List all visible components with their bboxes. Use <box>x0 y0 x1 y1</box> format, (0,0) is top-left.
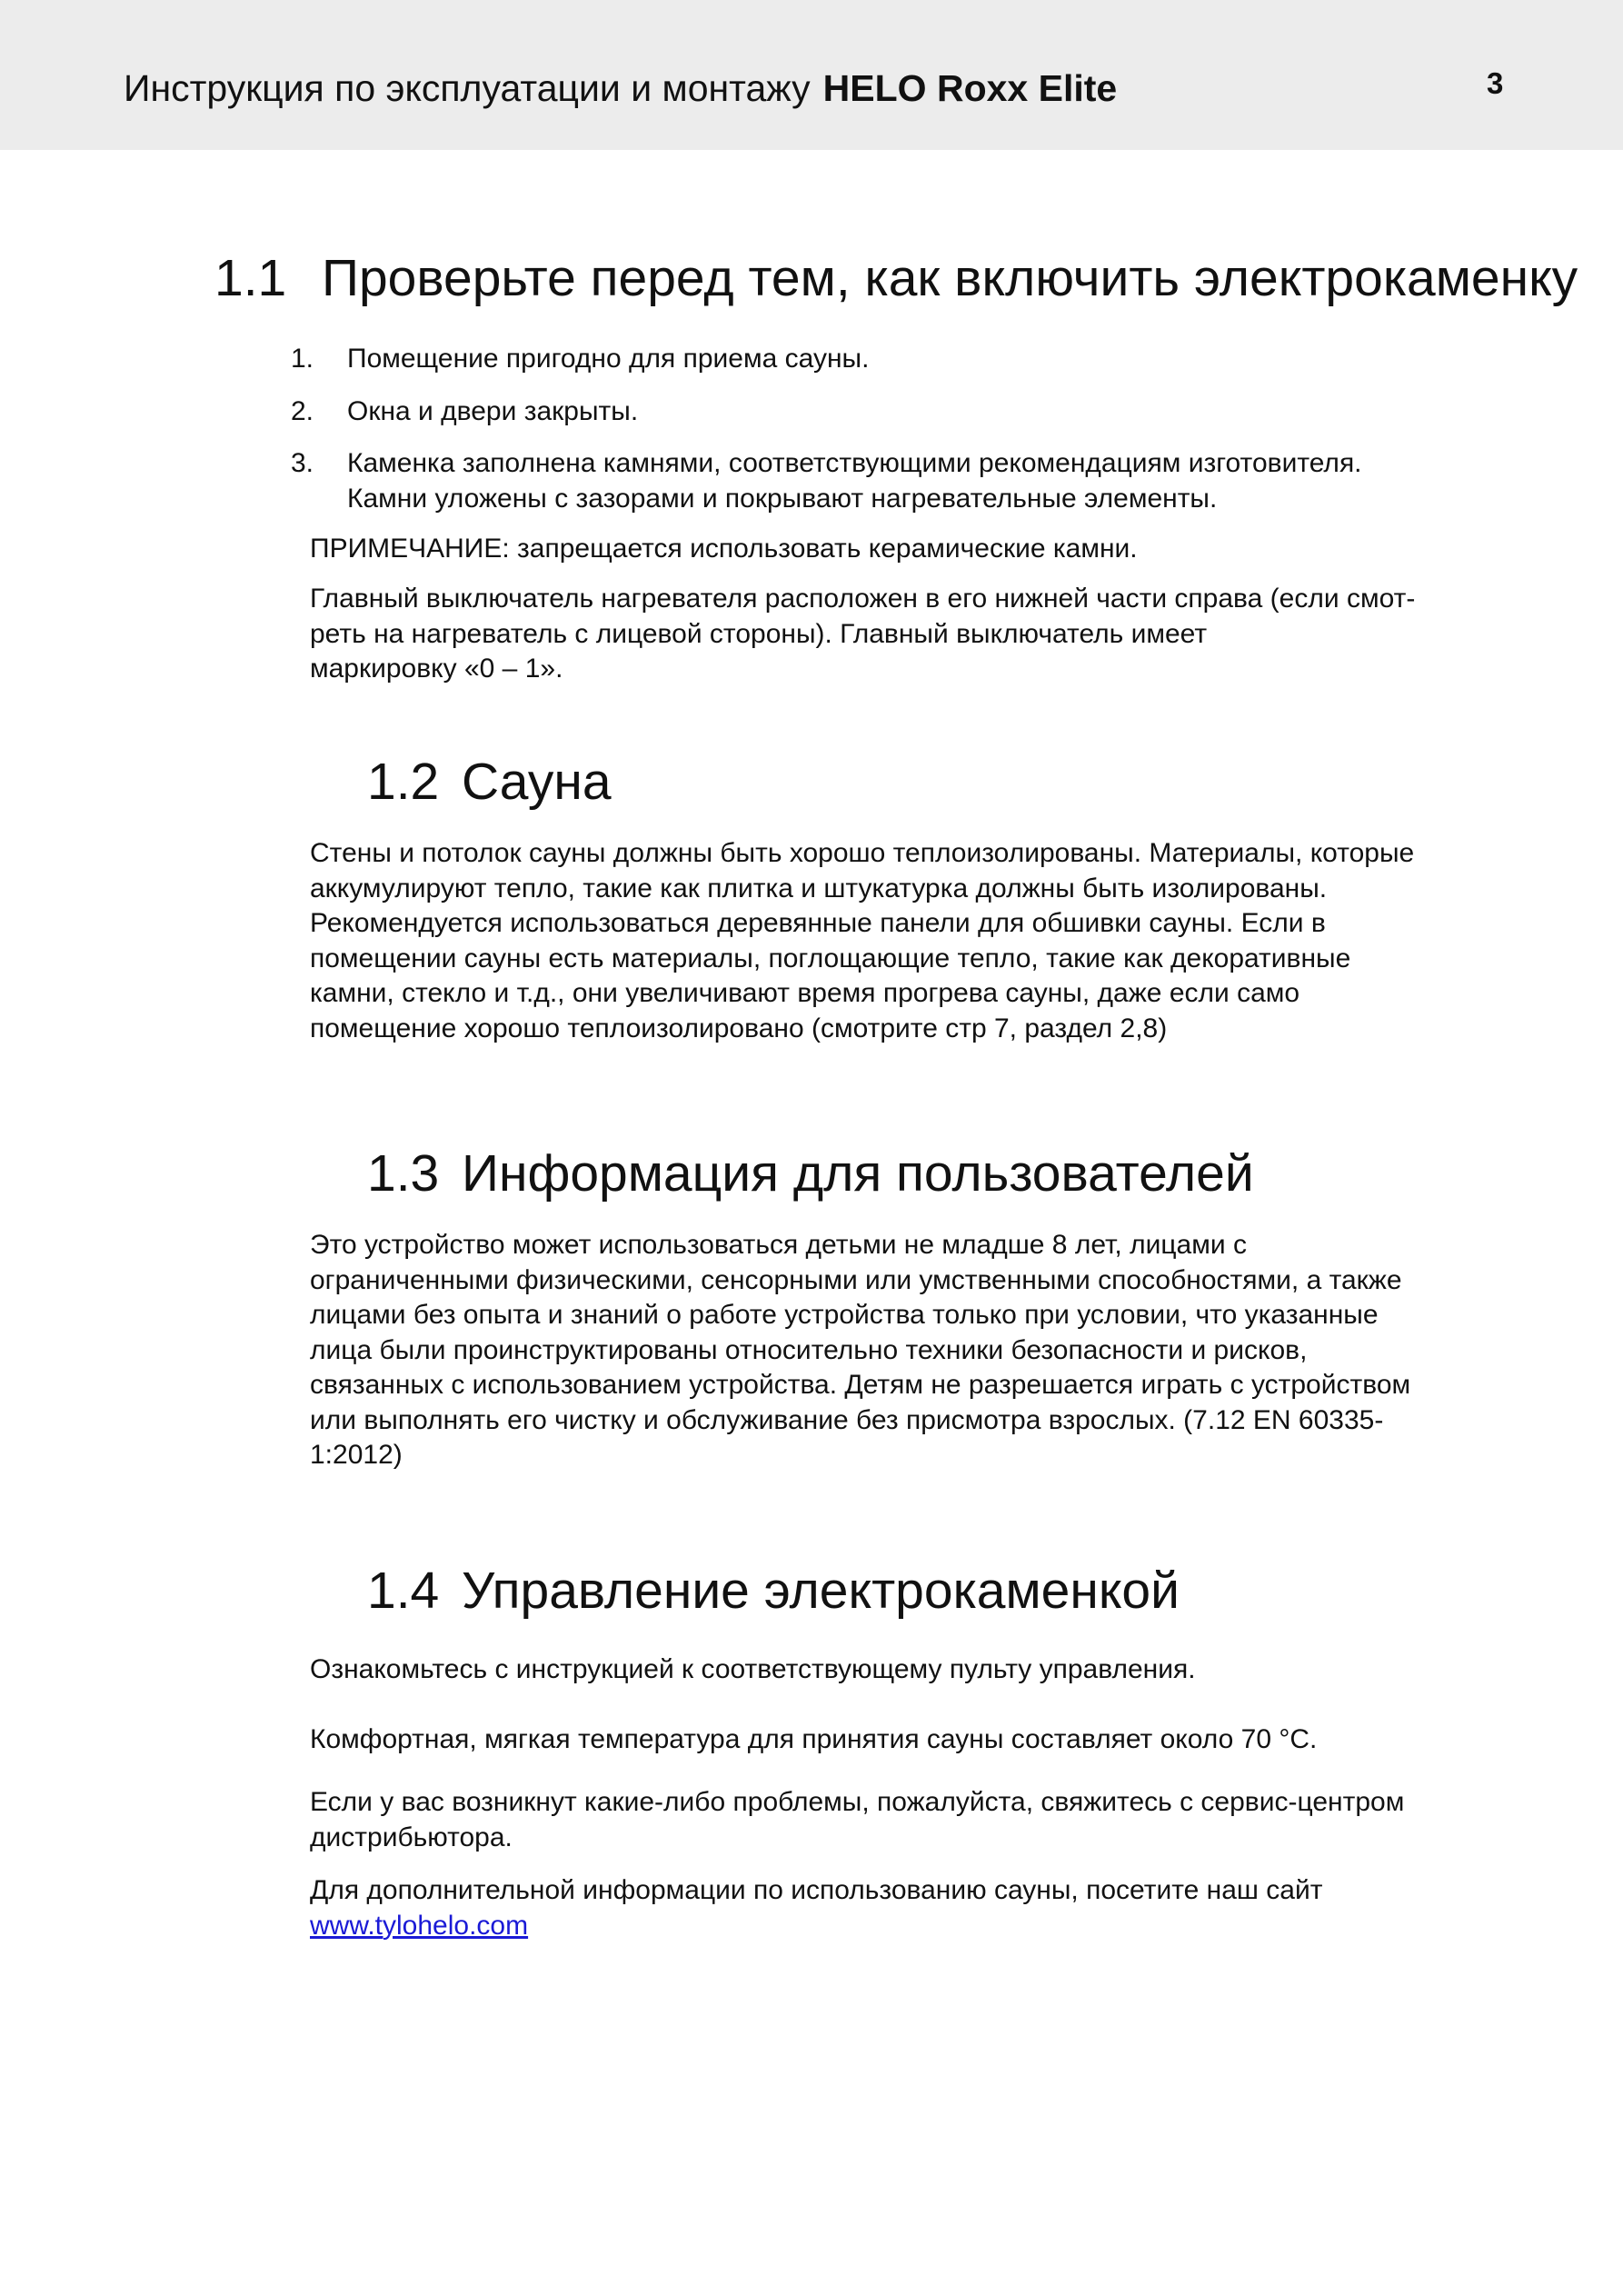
paragraph-line: помещении сауны есть материалы, поглощающие тепло, такие как декоративные <box>310 943 1351 973</box>
section-title: Проверьте перед тем, как включить электрокаменку <box>322 249 1578 307</box>
paragraph-line: дистрибьютора. <box>310 1822 513 1852</box>
website-paragraph <box>310 1873 1322 1943</box>
section-title: Управление электрокаменкой <box>462 1562 1180 1620</box>
service-paragraph <box>310 1785 1404 1855</box>
list-item-text: Окна и двери закрыты. <box>347 395 639 426</box>
list-item-line: Камни уложены с зазорами и покрывают нагревательные элементы. <box>347 483 1218 514</box>
paragraph-line: Главный выключатель нагревателя расположен в его нижней части справа (если смот- <box>310 584 1416 614</box>
section-number: 1.3 <box>367 1144 440 1203</box>
paragraph-line: маркировку «0 – 1». <box>310 654 563 684</box>
list-item-number: 3. <box>291 448 314 478</box>
paragraph-line: лица были проинструктированы относительно техники безопасности и рисков, <box>310 1334 1308 1365</box>
paragraph-line: помещение хорошо теплоизолировано (смотрите стр 7, раздел 2,8) <box>310 1013 1168 1043</box>
temperature-text: Комфортная, мягкая температура для принятия сауны составляет около 70 °C. <box>310 1724 1318 1754</box>
paragraph-line: реть на нагреватель с лицевой стороны). Главный выключатель имеет <box>310 618 1208 649</box>
list-item <box>291 342 1563 377</box>
list-item <box>291 394 1563 430</box>
section-1-3-heading <box>367 1143 1254 1204</box>
website-link[interactable]: www.tylohelo.com <box>310 1910 529 1941</box>
section-1-4-heading <box>367 1560 1180 1622</box>
list-item-number: 2. <box>291 395 314 426</box>
sauna-paragraph <box>310 836 1414 1046</box>
section-number: 1.4 <box>367 1562 440 1620</box>
document-title <box>124 64 1117 113</box>
section-1-1-heading <box>214 247 1578 309</box>
paragraph-line: Рекомендуется использоваться деревянные панели для обшивки сауны. Если в <box>310 908 1326 938</box>
checklist <box>291 342 1563 534</box>
list-item <box>291 446 1563 516</box>
list-item-text <box>347 446 1563 516</box>
paragraph-line: аккумулируют тепло, такие как плитка и штукатурка должны быть изолированы. <box>310 873 1328 903</box>
paragraph-line: Для дополнительной информации по использованию сауны, посетите наш сайт <box>310 1875 1323 1905</box>
paragraph-line: или выполнять его чистку и обслуживание без присмотра взрослых. (7.12 EN 60335- <box>310 1404 1384 1435</box>
note-text: ПРИМЕЧАНИЕ: запрещается использовать керамические камни. <box>310 534 1138 564</box>
paragraph-line: 1:2012) <box>310 1440 403 1470</box>
section-title: Информация для пользователей <box>462 1144 1254 1203</box>
section-title: Сауна <box>462 753 612 811</box>
paragraph-line: связанных с использованием устройства. Детям не разрешается играть с устройством <box>310 1370 1411 1400</box>
paragraph-line: Это устройство может использоваться детьми не младше 8 лет, лицами с <box>310 1230 1247 1260</box>
main-switch-paragraph <box>310 582 1415 687</box>
document-title-text: Инструкция по эксплуатации и монтажу <box>124 67 811 109</box>
paragraph-line: ограниченными физическими, сенсорными или умственными способностями, а также <box>310 1264 1402 1295</box>
list-item-text: Помещение пригодно для приема сауны. <box>347 344 870 374</box>
section-number: 1.2 <box>367 753 440 811</box>
list-item-line: Каменка заполнена камнями, соответствующими рекомендациям изготовителя. <box>347 448 1362 478</box>
section-1-2-heading <box>367 751 612 813</box>
control-panel-text: Ознакомьтесь с инструкцией к соответствующему пульту управления. <box>310 1654 1196 1684</box>
product-name: HELO Roxx Elite <box>822 67 1118 109</box>
list-item-number: 1. <box>291 344 314 374</box>
paragraph-line: Если у вас возникнут какие-либо проблемы, пожалуйста, свяжитесь с сервис-центром <box>310 1787 1405 1817</box>
page-number: 3 <box>1487 66 1504 100</box>
paragraph-line: Стены и потолок сауны должны быть хорошо теплоизолированы. Материалы, которые <box>310 838 1415 868</box>
paragraph-line: камни, стекло и т.д., они увеличивают время прогрева сауны, даже если само <box>310 978 1300 1008</box>
paragraph-line: лицами без опыта и знаний о работе устройства только при условии, что указанные <box>310 1300 1379 1330</box>
user-info-paragraph <box>310 1228 1410 1473</box>
section-number: 1.1 <box>214 249 287 307</box>
